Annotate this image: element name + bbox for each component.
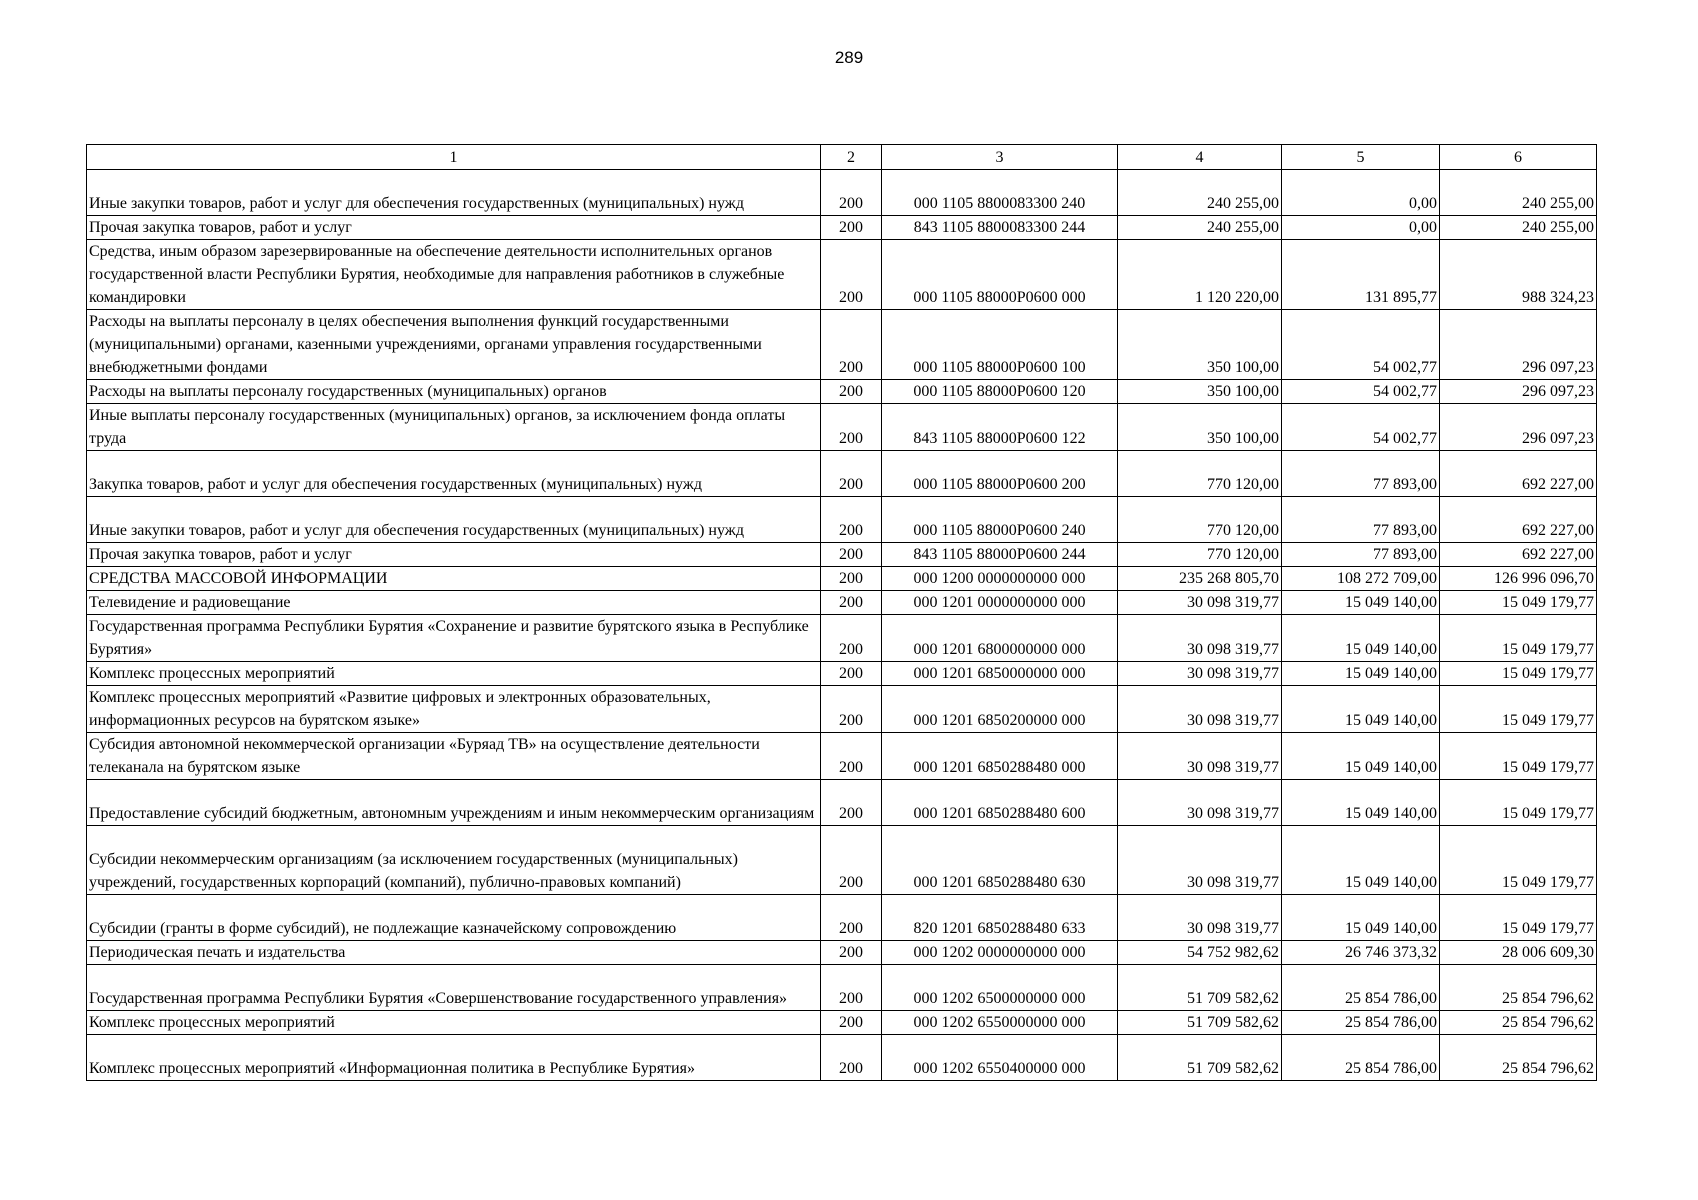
- row-code: 200: [821, 310, 882, 380]
- row-name: СРЕДСТВА МАССОВОЙ ИНФОРМАЦИИ: [87, 567, 821, 591]
- row-amount-plan: 30 098 319,77: [1118, 826, 1282, 895]
- row-amount-plan: 30 098 319,77: [1118, 895, 1282, 941]
- column-header-2: 2: [821, 145, 882, 170]
- row-amount-remaining: 15 049 179,77: [1440, 686, 1597, 733]
- row-kbk: 000 1105 88000P0600 120: [882, 380, 1118, 404]
- row-amount-plan: 240 255,00: [1118, 170, 1282, 216]
- budget-table: [86, 144, 1597, 1081]
- row-name: Комплекс процессных мероприятий «Развитие цифровых и электронных образовательных, информационных ресурсов на бурятском языке»: [87, 686, 821, 733]
- row-kbk: 000 1105 88000P0600 200: [882, 451, 1118, 497]
- row-name: Телевидение и радиовещание: [87, 591, 821, 615]
- table-row: [87, 733, 1597, 780]
- row-amount-plan: 30 098 319,77: [1118, 662, 1282, 686]
- row-code: 200: [821, 615, 882, 662]
- row-code: 200: [821, 662, 882, 686]
- row-name: Комплекс процессных мероприятий: [87, 1011, 821, 1035]
- row-amount-plan: 770 120,00: [1118, 497, 1282, 543]
- table-row: [87, 895, 1597, 941]
- row-name: Закупка товаров, работ и услуг для обеспечения государственных (муниципальных) нужд: [87, 451, 821, 497]
- row-name: Средства, иным образом зарезервированные на обеспечение деятельности исполнительных органов государственной власти Республики Бурятия, необходимые для направления работников в служебные командировки: [87, 240, 821, 310]
- row-amount-plan: 770 120,00: [1118, 543, 1282, 567]
- row-amount-plan: 51 709 582,62: [1118, 965, 1282, 1011]
- row-amount-executed: 25 854 786,00: [1282, 965, 1440, 1011]
- row-code: 200: [821, 216, 882, 240]
- row-code: 200: [821, 567, 882, 591]
- row-kbk: 000 1201 6850288480 000: [882, 733, 1118, 780]
- table-row: [87, 404, 1597, 451]
- column-header-1: 1: [87, 145, 821, 170]
- row-name: Прочая закупка товаров, работ и услуг: [87, 543, 821, 567]
- row-name: Государственная программа Республики Бурятия «Совершенствование государственного управления»: [87, 965, 821, 1011]
- row-amount-plan: 30 098 319,77: [1118, 591, 1282, 615]
- row-amount-remaining: 15 049 179,77: [1440, 591, 1597, 615]
- row-amount-executed: 77 893,00: [1282, 543, 1440, 567]
- row-name: Иные закупки товаров, работ и услуг для обеспечения государственных (муниципальных) нужд: [87, 170, 821, 216]
- row-amount-executed: 0,00: [1282, 170, 1440, 216]
- row-name: Периодическая печать и издательства: [87, 941, 821, 965]
- row-name: Прочая закупка товаров, работ и услуг: [87, 216, 821, 240]
- row-amount-plan: 1 120 220,00: [1118, 240, 1282, 310]
- row-amount-executed: 15 049 140,00: [1282, 895, 1440, 941]
- row-code: 200: [821, 497, 882, 543]
- row-kbk: 000 1201 0000000000 000: [882, 591, 1118, 615]
- row-amount-remaining: 25 854 796,62: [1440, 1011, 1597, 1035]
- row-kbk: 000 1200 0000000000 000: [882, 567, 1118, 591]
- row-kbk: 000 1105 8800083300 240: [882, 170, 1118, 216]
- table-row: [87, 240, 1597, 310]
- table-row: [87, 543, 1597, 567]
- table-row: [87, 941, 1597, 965]
- row-amount-executed: 25 854 786,00: [1282, 1011, 1440, 1035]
- row-kbk: 843 1105 88000P0600 244: [882, 543, 1118, 567]
- row-amount-remaining: 28 006 609,30: [1440, 941, 1597, 965]
- row-amount-plan: 770 120,00: [1118, 451, 1282, 497]
- row-amount-executed: 77 893,00: [1282, 497, 1440, 543]
- row-amount-remaining: 15 049 179,77: [1440, 826, 1597, 895]
- row-code: 200: [821, 1035, 882, 1081]
- row-name: Расходы на выплаты персоналу в целях обеспечения выполнения функций государственными (муниципальными) органами, казенными учреждениями, органами управления государственными внебюджетными фондами: [87, 310, 821, 380]
- row-amount-executed: 15 049 140,00: [1282, 826, 1440, 895]
- row-amount-plan: 350 100,00: [1118, 380, 1282, 404]
- row-code: 200: [821, 380, 882, 404]
- table-row: [87, 965, 1597, 1011]
- row-name: Комплекс процессных мероприятий: [87, 662, 821, 686]
- row-amount-remaining: 15 049 179,77: [1440, 895, 1597, 941]
- table-row: [87, 1035, 1597, 1081]
- row-amount-remaining: 296 097,23: [1440, 404, 1597, 451]
- column-header-6: 6: [1440, 145, 1597, 170]
- row-code: 200: [821, 451, 882, 497]
- row-amount-remaining: 988 324,23: [1440, 240, 1597, 310]
- row-amount-plan: 30 098 319,77: [1118, 733, 1282, 780]
- row-amount-plan: 350 100,00: [1118, 404, 1282, 451]
- table-row: [87, 1011, 1597, 1035]
- row-amount-executed: 0,00: [1282, 216, 1440, 240]
- row-kbk: 843 1105 8800083300 244: [882, 216, 1118, 240]
- row-amount-remaining: 296 097,23: [1440, 310, 1597, 380]
- row-amount-remaining: 25 854 796,62: [1440, 1035, 1597, 1081]
- row-kbk: 000 1105 88000P0600 100: [882, 310, 1118, 380]
- row-kbk: 000 1201 6850288480 630: [882, 826, 1118, 895]
- row-amount-executed: 15 049 140,00: [1282, 733, 1440, 780]
- row-amount-executed: 15 049 140,00: [1282, 662, 1440, 686]
- row-amount-executed: 15 049 140,00: [1282, 615, 1440, 662]
- row-kbk: 000 1201 6850000000 000: [882, 662, 1118, 686]
- row-code: 200: [821, 1011, 882, 1035]
- table-row: [87, 567, 1597, 591]
- row-name: Субсидии (гранты в форме субсидий), не подлежащие казначейскому сопровождению: [87, 895, 821, 941]
- table-row: [87, 591, 1597, 615]
- row-amount-remaining: 692 227,00: [1440, 497, 1597, 543]
- table-row: [87, 380, 1597, 404]
- row-amount-remaining: 692 227,00: [1440, 543, 1597, 567]
- row-kbk: 000 1202 0000000000 000: [882, 941, 1118, 965]
- row-name: Государственная программа Республики Бурятия «Сохранение и развитие бурятского языка в Республике Бурятия»: [87, 615, 821, 662]
- row-amount-plan: 30 098 319,77: [1118, 615, 1282, 662]
- row-code: 200: [821, 780, 882, 826]
- row-amount-executed: 77 893,00: [1282, 451, 1440, 497]
- row-amount-plan: 240 255,00: [1118, 216, 1282, 240]
- row-amount-plan: 235 268 805,70: [1118, 567, 1282, 591]
- row-name: Иные закупки товаров, работ и услуг для обеспечения государственных (муниципальных) нужд: [87, 497, 821, 543]
- row-name: Субсидия автономной некоммерческой организации «Буряад ТВ» на осуществление деятельности телеканала на бурятском языке: [87, 733, 821, 780]
- row-amount-plan: 51 709 582,62: [1118, 1011, 1282, 1035]
- column-header-4: 4: [1118, 145, 1282, 170]
- row-code: 200: [821, 686, 882, 733]
- row-code: 200: [821, 965, 882, 1011]
- table-row: [87, 780, 1597, 826]
- row-amount-remaining: 240 255,00: [1440, 216, 1597, 240]
- row-amount-plan: 350 100,00: [1118, 310, 1282, 380]
- row-amount-remaining: 15 049 179,77: [1440, 733, 1597, 780]
- row-kbk: 000 1202 6550000000 000: [882, 1011, 1118, 1035]
- table-row: [87, 216, 1597, 240]
- row-amount-remaining: 296 097,23: [1440, 380, 1597, 404]
- table-row: [87, 170, 1597, 216]
- row-code: 200: [821, 170, 882, 216]
- row-amount-executed: 15 049 140,00: [1282, 591, 1440, 615]
- row-kbk: 820 1201 6850288480 633: [882, 895, 1118, 941]
- row-amount-remaining: 240 255,00: [1440, 170, 1597, 216]
- row-amount-executed: 15 049 140,00: [1282, 686, 1440, 733]
- row-amount-remaining: 692 227,00: [1440, 451, 1597, 497]
- row-amount-executed: 54 002,77: [1282, 404, 1440, 451]
- row-kbk: 000 1105 88000P0600 240: [882, 497, 1118, 543]
- row-amount-remaining: 15 049 179,77: [1440, 780, 1597, 826]
- table-row: [87, 310, 1597, 380]
- row-amount-executed: 54 002,77: [1282, 310, 1440, 380]
- table-row: [87, 615, 1597, 662]
- row-amount-executed: 108 272 709,00: [1282, 567, 1440, 591]
- row-code: 200: [821, 895, 882, 941]
- row-kbk: 000 1105 88000P0600 000: [882, 240, 1118, 310]
- row-name: Иные выплаты персоналу государственных (муниципальных) органов, за исключением фонда оплаты труда: [87, 404, 821, 451]
- row-name: Предоставление субсидий бюджетным, автономным учреждениям и иным некоммерческим организациям: [87, 780, 821, 826]
- row-amount-remaining: 15 049 179,77: [1440, 615, 1597, 662]
- row-kbk: 000 1202 6550400000 000: [882, 1035, 1118, 1081]
- row-code: 200: [821, 404, 882, 451]
- row-amount-plan: 30 098 319,77: [1118, 686, 1282, 733]
- row-code: 200: [821, 826, 882, 895]
- row-kbk: 000 1201 6850288480 600: [882, 780, 1118, 826]
- row-amount-plan: 54 752 982,62: [1118, 941, 1282, 965]
- table-row: [87, 497, 1597, 543]
- row-name: Комплекс процессных мероприятий «Информационная политика в Республике Бурятия»: [87, 1035, 821, 1081]
- table-row: [87, 662, 1597, 686]
- page-number: 289: [834, 48, 864, 67]
- row-amount-plan: 30 098 319,77: [1118, 780, 1282, 826]
- row-kbk: 000 1202 6500000000 000: [882, 965, 1118, 1011]
- row-amount-remaining: 25 854 796,62: [1440, 965, 1597, 1011]
- row-name: Расходы на выплаты персоналу государственных (муниципальных) органов: [87, 380, 821, 404]
- row-amount-executed: 15 049 140,00: [1282, 780, 1440, 826]
- row-amount-executed: 26 746 373,32: [1282, 941, 1440, 965]
- row-amount-remaining: 126 996 096,70: [1440, 567, 1597, 591]
- row-amount-executed: 131 895,77: [1282, 240, 1440, 310]
- row-kbk: 000 1201 6800000000 000: [882, 615, 1118, 662]
- row-kbk: 843 1105 88000P0600 122: [882, 404, 1118, 451]
- table-row: [87, 686, 1597, 733]
- column-header-5: 5: [1282, 145, 1440, 170]
- row-amount-executed: 54 002,77: [1282, 380, 1440, 404]
- header-row: [87, 145, 1597, 170]
- row-code: 200: [821, 240, 882, 310]
- row-kbk: 000 1201 6850200000 000: [882, 686, 1118, 733]
- row-code: 200: [821, 733, 882, 780]
- row-amount-plan: 51 709 582,62: [1118, 1035, 1282, 1081]
- row-name: Субсидии некоммерческим организациям (за исключением государственных (муниципальных) учреждений, государственных корпораций (компаний), публично-правовых компаний): [87, 826, 821, 895]
- row-code: 200: [821, 543, 882, 567]
- row-amount-executed: 25 854 786,00: [1282, 1035, 1440, 1081]
- table-row: [87, 826, 1597, 895]
- row-amount-remaining: 15 049 179,77: [1440, 662, 1597, 686]
- column-header-3: 3: [882, 145, 1118, 170]
- row-code: 200: [821, 591, 882, 615]
- table-row: [87, 451, 1597, 497]
- row-code: 200: [821, 941, 882, 965]
